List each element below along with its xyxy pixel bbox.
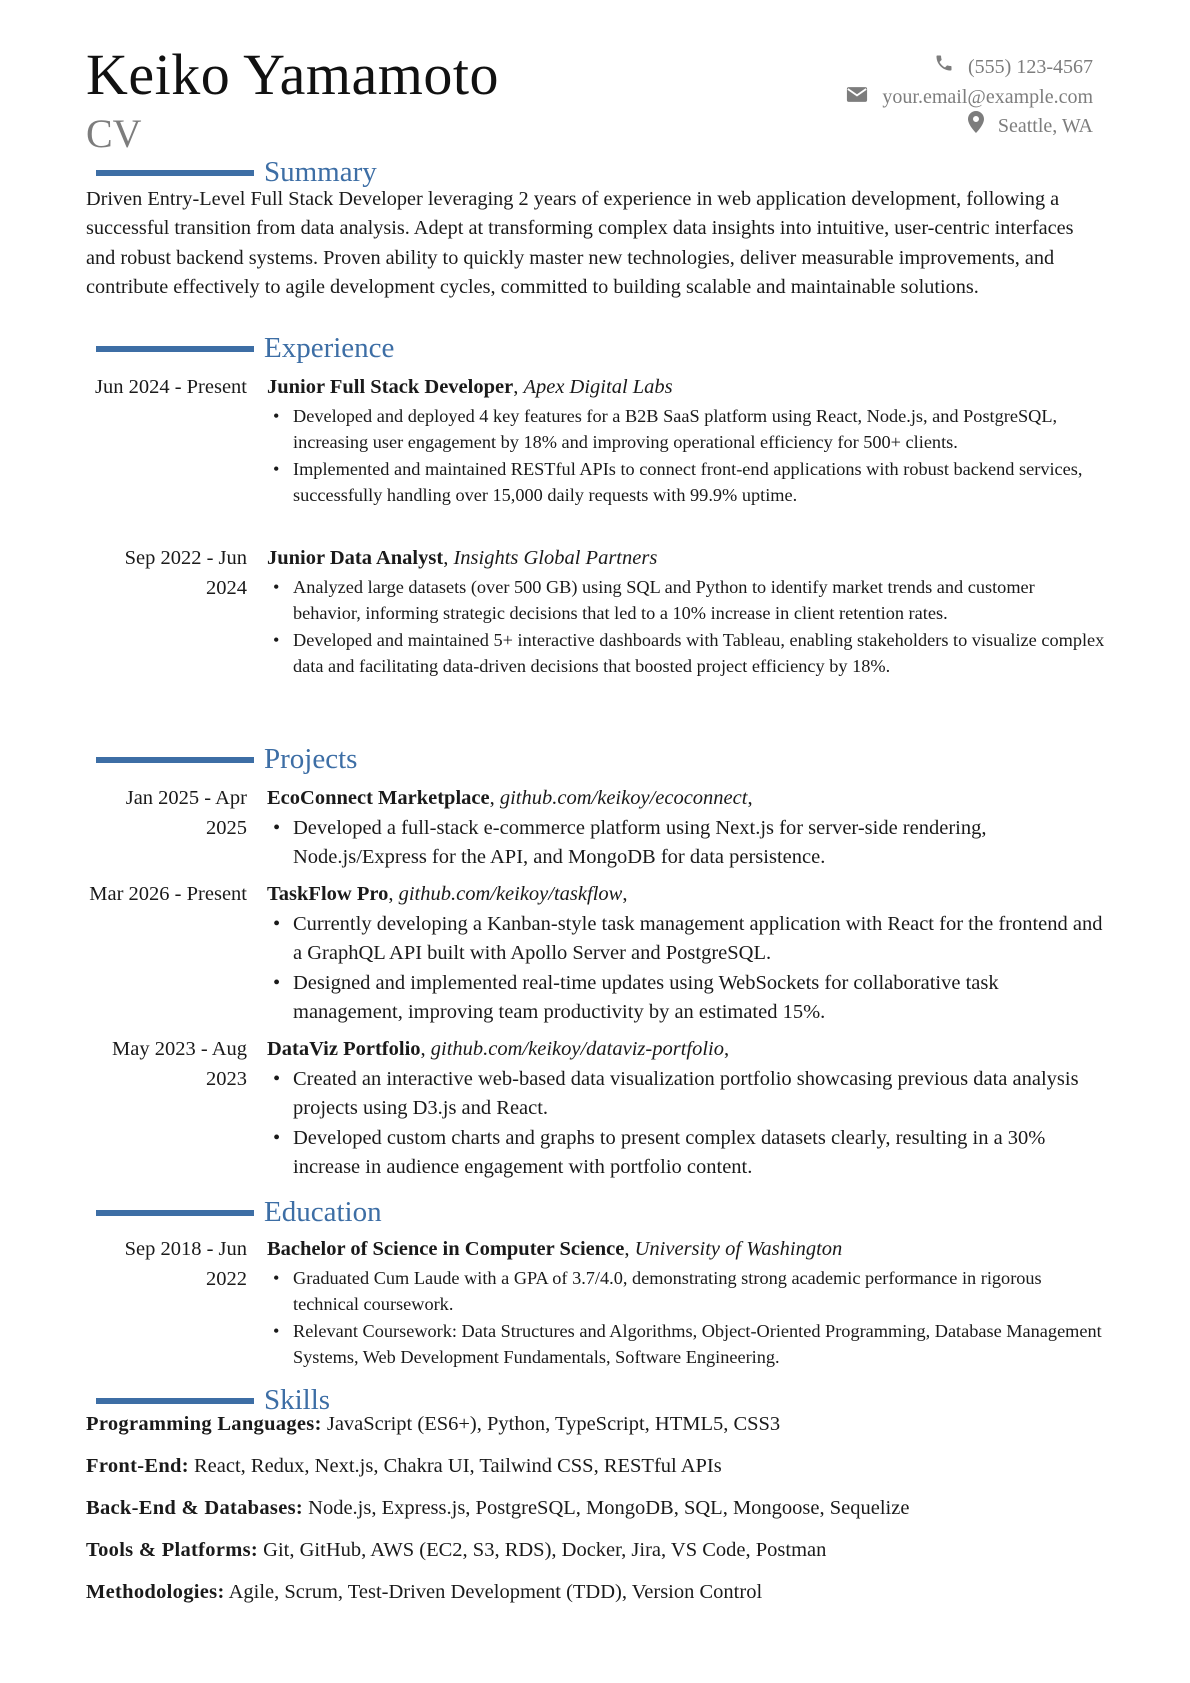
list-item: • Analyzed large datasets (over 500 GB) using SQL and Python to identify market trends and customer behavior, informing strategic decisions that led to a 10% increase in client retention rates. <box>267 574 1107 627</box>
skill-label: Programming Languages: <box>86 1413 322 1435</box>
skill-row <box>86 1493 1106 1535</box>
location-text: Seattle, WA <box>997 115 1093 137</box>
section-title: Education <box>264 1196 382 1228</box>
degree-title: Bachelor of Science in Computer Science <box>267 1238 625 1260</box>
project-title: EcoConnect Marketplace <box>267 787 490 809</box>
skill-label: Methodologies: <box>86 1581 225 1603</box>
summary-paragraph: Driven Entry-Level Full Stack Developer leveraging 2 years of experience in web application development, following a successful transition from data analysis. Adept at transforming complex data insights into intuitive, user-centric interfaces and robust backend systems. Proven ability to quickly master new technologies, deliver measurable improvements, and contribute effectively to agile development cycles, committed to building scalable and maintainable solutions. <box>86 188 1074 299</box>
skills-list <box>86 1409 1106 1619</box>
section-title: Experience <box>264 332 395 364</box>
list-item: • Developed and deployed 4 key features for a B2B SaaS platform using React, Node.js, and PostgreSQL, increasing user engagement by 18% and improving operational efficiency for 500+ clients. <box>267 403 1107 456</box>
section-heading-projects <box>96 742 357 776</box>
project-link[interactable]: github.com/keikoy/dataviz-portfolio <box>430 1038 724 1060</box>
bullet-list <box>267 814 1107 873</box>
list-item: • Designed and implemented real-time updates using WebSockets for collaborative task management, improving team productivity by an estimated 15%. <box>267 969 1107 1028</box>
skill-row <box>86 1409 1106 1451</box>
section-title: Summary <box>264 156 377 188</box>
entry-heading: Junior Data Analyst, Insights Global Partners <box>267 547 658 569</box>
skill-value: Git, GitHub, AWS (EC2, S3, RDS), Docker, Jira, VS Code, Postman <box>263 1539 827 1561</box>
entry-heading: DataViz Portfolio, github.com/keikoy/dataviz-portfolio, <box>267 1038 730 1060</box>
entry-date: Sep 2018 - Jun 2022 <box>124 1238 247 1290</box>
bullet-list <box>267 403 1107 509</box>
skill-row <box>86 1577 1106 1619</box>
skill-row <box>86 1451 1106 1493</box>
entry-heading: EcoConnect Marketplace, github.com/keikoy/ecoconnect, <box>267 787 753 809</box>
entry-title: Junior Data Analyst <box>267 547 444 569</box>
list-item: • Graduated Cum Laude with a GPA of 3.7/4.0, demonstrating strong academic performance in rigorous technical coursework. <box>267 1265 1107 1318</box>
entry-date: May 2023 - Aug 2023 <box>112 1038 247 1090</box>
envelope-icon <box>846 83 882 113</box>
project-title: DataViz Portfolio <box>267 1038 421 1060</box>
bullet-list <box>267 574 1107 680</box>
entry-body <box>267 880 1107 1028</box>
list-item: • Developed a full-stack e-commerce platform using Next.js for server-side rendering, Node.js/Express for the API, and MongoDB for data persistence. <box>267 814 1107 873</box>
list-item: • Relevant Coursework: Data Structures and Algorithms, Object-Oriented Programming, Database Management Systems, Web Development Fundamentals, Software Engineering. <box>267 1318 1107 1371</box>
entry-date: Mar 2026 - Present <box>89 883 247 905</box>
skill-value: JavaScript (ES6+), Python, TypeScript, HTML5, CSS3 <box>326 1413 781 1435</box>
entry-date: Jun 2024 - Present <box>94 376 247 398</box>
skill-label: Back-End & Databases: <box>86 1497 304 1519</box>
entry-body <box>267 373 1107 509</box>
section-title: Projects <box>264 743 358 775</box>
bullet-list <box>267 910 1107 1028</box>
entry-organization: Apex Digital Labs <box>523 376 673 398</box>
project-link[interactable]: github.com/keikoy/ecoconnect <box>499 787 748 809</box>
list-item: • Currently developing a Kanban-style task management application with React for the frontend and a GraphQL API built with Apollo Server and PostgreSQL. <box>267 910 1107 969</box>
section-title: Skills <box>264 1384 331 1416</box>
document-subtitle: CV <box>86 111 142 156</box>
entry-body <box>267 544 1107 680</box>
section-accent-bar <box>96 757 254 763</box>
phone-text[interactable]: (555) 123-4567 <box>968 56 1093 78</box>
contact-location <box>846 112 1093 142</box>
entry-organization: University of Washington <box>634 1238 843 1260</box>
entry-heading: TaskFlow Pro, github.com/keikoy/taskflow, <box>267 883 628 905</box>
entry-heading: Junior Full Stack Developer, Apex Digital Labs <box>267 376 673 398</box>
entry-body <box>267 1235 1107 1371</box>
skill-label: Tools & Platforms: <box>86 1539 259 1561</box>
entry-date: Jan 2025 - Apr 2025 <box>125 787 247 839</box>
location-pin-icon <box>968 111 998 143</box>
email-text[interactable]: your.email@example.com <box>882 85 1093 108</box>
project-link[interactable]: github.com/keikoy/taskflow <box>398 883 623 905</box>
section-heading-experience <box>96 331 394 365</box>
contact-email <box>846 83 1093 113</box>
section-accent-bar <box>96 1210 254 1216</box>
list-item: • Developed and maintained 5+ interactive dashboards with Tableau, enabling stakeholders to visualize complex data and facilitating data-driven decisions that boosted project efficiency by 18%. <box>267 627 1107 680</box>
entry-body <box>267 1035 1107 1183</box>
skill-value: React, Redux, Next.js, Chakra UI, Tailwind CSS, RESTful APIs <box>193 1455 722 1477</box>
section-accent-bar <box>96 346 254 352</box>
list-item: • Implemented and maintained RESTful APIs to connect front-end applications with robust backend services, successfully handling over 15,000 daily requests with 99.9% uptime. <box>267 456 1107 509</box>
candidate-name: Keiko Yamamoto <box>86 42 499 107</box>
skill-label: Front-End: <box>86 1455 189 1477</box>
section-accent-bar <box>96 1398 254 1404</box>
entry-date: Sep 2022 - Jun 2024 <box>124 547 247 599</box>
bullet-list <box>267 1065 1107 1183</box>
entry-heading: Bachelor of Science in Computer Science, University of Washington <box>267 1238 843 1260</box>
entry-body <box>267 784 1107 873</box>
contact-block <box>846 53 1093 142</box>
list-item: • Created an interactive web-based data visualization portfolio showcasing previous data analysis projects using D3.js and React. <box>267 1065 1107 1124</box>
skill-row <box>86 1535 1106 1577</box>
section-accent-bar <box>96 170 254 176</box>
phone-icon <box>934 53 968 83</box>
section-heading-education <box>96 1195 382 1229</box>
bullet-list <box>267 1265 1107 1371</box>
entry-title: Junior Full Stack Developer <box>267 376 514 398</box>
entry-organization: Insights Global Partners <box>453 547 658 569</box>
skill-value: Node.js, Express.js, PostgreSQL, MongoDB, SQL, Mongoose, Sequelize <box>308 1497 910 1519</box>
list-item: • Developed custom charts and graphs to present complex datasets clearly, resulting in a 30% increase in audience engagement with portfolio content. <box>267 1124 1107 1183</box>
project-title: TaskFlow Pro <box>267 883 389 905</box>
skill-value: Agile, Scrum, Test-Driven Development (TDD), Version Control <box>228 1581 763 1603</box>
contact-phone <box>846 53 1093 83</box>
section-heading-summary <box>96 155 377 189</box>
